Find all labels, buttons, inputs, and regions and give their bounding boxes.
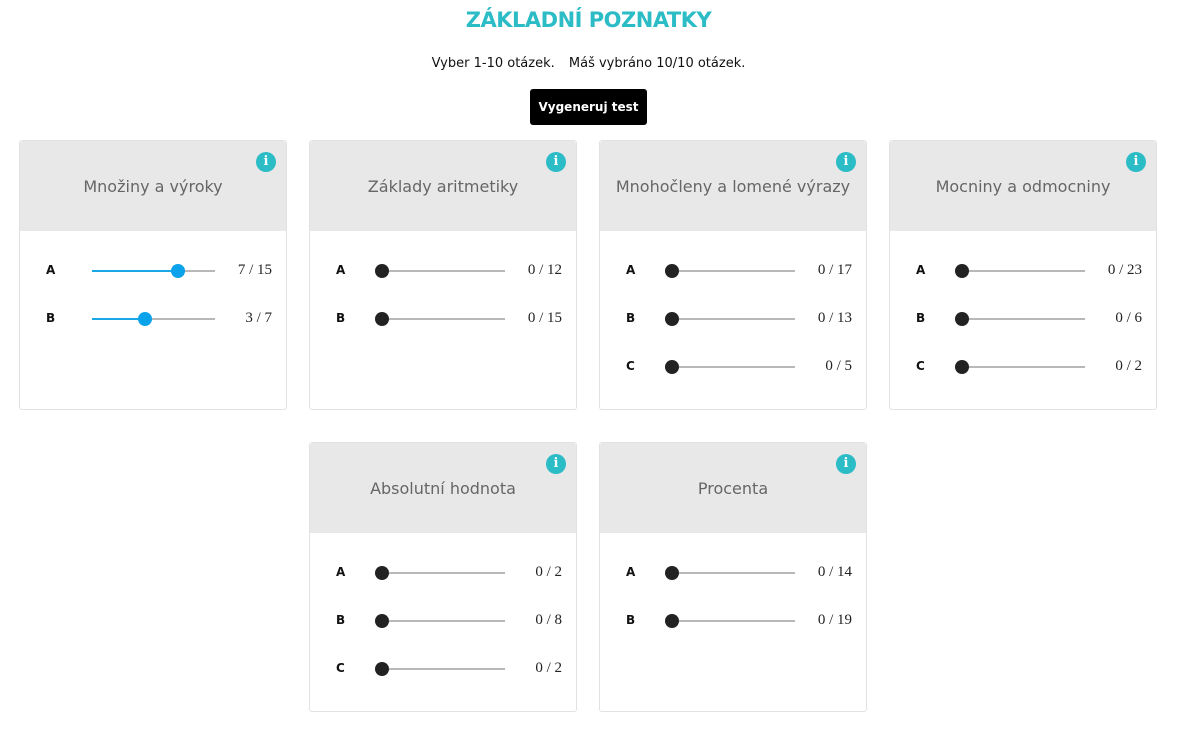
card-title: Mnohočleny a lomené výrazy [615, 177, 851, 196]
question-count: 0 / 17 [817, 262, 852, 278]
question-row [310, 611, 576, 631]
question-row [600, 611, 866, 631]
question-row [890, 357, 1156, 377]
slider-handle[interactable] [955, 264, 969, 278]
topic-card [309, 442, 577, 712]
level-label: A [916, 263, 926, 277]
question-slider[interactable] [382, 668, 505, 670]
level-label: B [626, 613, 636, 627]
question-count: 3 / 7 [245, 310, 272, 326]
question-count: 0 / 2 [1115, 358, 1142, 374]
question-count: 0 / 15 [527, 310, 562, 326]
slider-handle[interactable] [955, 360, 969, 374]
question-slider[interactable] [672, 572, 795, 574]
level-label: A [626, 263, 636, 277]
level-label: A [46, 263, 56, 277]
question-row [600, 261, 866, 281]
topic-card [309, 140, 577, 410]
topic-card [599, 442, 867, 712]
slider-handle[interactable] [171, 264, 185, 278]
card-title: Množiny a výroky [83, 177, 223, 196]
card-header [310, 443, 576, 533]
question-slider[interactable] [382, 270, 505, 272]
question-slider[interactable] [92, 318, 215, 320]
card-title: Mocniny a odmocniny [935, 177, 1111, 196]
question-count: 0 / 2 [535, 564, 562, 580]
info-icon[interactable]: i [836, 454, 856, 474]
level-label: C [336, 661, 345, 675]
question-count: 0 / 12 [527, 262, 562, 278]
question-row [600, 309, 866, 329]
question-slider[interactable] [672, 366, 795, 368]
question-row [600, 563, 866, 583]
generate-test-button[interactable]: Vygeneruj test [530, 89, 647, 125]
page-title: ZÁKLADNÍ POZNATKY [465, 8, 712, 32]
card-header [310, 141, 576, 231]
question-count: 0 / 14 [817, 564, 852, 580]
question-slider[interactable] [672, 318, 795, 320]
level-label: B [916, 311, 926, 325]
question-slider[interactable] [962, 366, 1085, 368]
topic-card [19, 140, 287, 410]
info-icon[interactable]: i [1126, 152, 1146, 172]
slider-handle[interactable] [665, 360, 679, 374]
question-count: 7 / 15 [237, 262, 272, 278]
topic-card [599, 140, 867, 410]
question-row [890, 261, 1156, 281]
question-slider[interactable] [962, 318, 1085, 320]
slider-fill [92, 318, 145, 320]
instruction-text: Vyber 1-10 otázek. [431, 56, 555, 71]
question-count: 0 / 19 [817, 612, 852, 628]
question-slider[interactable] [672, 620, 795, 622]
topic-card [889, 140, 1157, 410]
question-row [20, 309, 286, 329]
slider-handle[interactable] [665, 312, 679, 326]
card-title: Absolutní hodnota [370, 479, 516, 498]
slider-handle[interactable] [665, 566, 679, 580]
level-label: C [626, 359, 635, 373]
info-icon[interactable]: i [546, 152, 566, 172]
card-title: Základy aritmetiky [367, 177, 519, 196]
question-row [310, 563, 576, 583]
question-slider[interactable] [962, 270, 1085, 272]
level-label: A [626, 565, 636, 579]
question-count: 0 / 13 [817, 310, 852, 326]
question-slider[interactable] [92, 270, 215, 272]
slider-handle[interactable] [665, 264, 679, 278]
selection-info [0, 56, 1177, 71]
info-icon[interactable]: i [546, 454, 566, 474]
question-count: 0 / 2 [535, 660, 562, 676]
level-label: B [626, 311, 636, 325]
slider-handle[interactable] [375, 264, 389, 278]
level-label: B [336, 613, 346, 627]
level-label: A [336, 263, 346, 277]
question-slider[interactable] [382, 620, 505, 622]
question-row [890, 309, 1156, 329]
question-count: 0 / 8 [535, 612, 562, 628]
question-count: 0 / 5 [825, 358, 852, 374]
info-icon[interactable]: i [836, 152, 856, 172]
question-row [310, 659, 576, 679]
question-row [310, 309, 576, 329]
question-slider[interactable] [382, 318, 505, 320]
question-slider[interactable] [672, 270, 795, 272]
info-icon[interactable]: i [256, 152, 276, 172]
slider-handle[interactable] [138, 312, 152, 326]
selected-count-text: Máš vybráno 10/10 otázek. [568, 56, 746, 71]
card-header [890, 141, 1156, 231]
question-count: 0 / 23 [1107, 262, 1142, 278]
question-row [600, 357, 866, 377]
slider-handle[interactable] [375, 566, 389, 580]
card-header [600, 141, 866, 231]
card-title: Procenta [697, 479, 769, 498]
slider-handle[interactable] [375, 312, 389, 326]
card-header [20, 141, 286, 231]
slider-handle[interactable] [375, 614, 389, 628]
question-row [310, 261, 576, 281]
question-slider[interactable] [382, 572, 505, 574]
level-label: B [336, 311, 346, 325]
question-row [20, 261, 286, 281]
slider-handle[interactable] [665, 614, 679, 628]
level-label: B [46, 311, 56, 325]
level-label: A [336, 565, 346, 579]
slider-handle[interactable] [375, 662, 389, 676]
level-label: C [916, 359, 925, 373]
slider-handle[interactable] [955, 312, 969, 326]
question-count: 0 / 6 [1115, 310, 1142, 326]
slider-fill [92, 270, 178, 272]
card-header [600, 443, 866, 533]
